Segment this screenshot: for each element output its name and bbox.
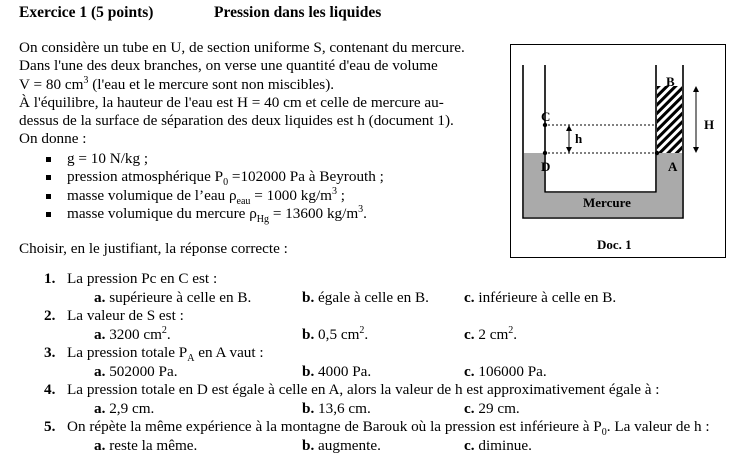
- intro-line-6: On donne :: [19, 130, 87, 148]
- label-a: A: [668, 159, 678, 174]
- option-3c[interactable]: c. 106000 Pa.: [464, 362, 547, 380]
- instruction-text: Choisir, en le justifiant, la réponse correcte :: [19, 240, 288, 257]
- option-2c[interactable]: c. 2 $cm^2$.: [464, 324, 518, 343]
- option-2a[interactable]: a. 3200 $cm^2$.: [94, 324, 171, 343]
- option-3b[interactable]: b. 4000 Pa.: [302, 362, 372, 380]
- intro-line-2: Dans l'une des deux branches, on verse une quantité d'eau de volume: [19, 57, 438, 75]
- exercise-title: Exercice 1 (5 points): [19, 4, 154, 21]
- option-5c[interactable]: c. diminue.: [464, 436, 532, 454]
- question-3-options: [44, 363, 744, 382]
- mercury-label: Mercure: [583, 195, 631, 210]
- question-1: 1. La pression Pc en C est :: [44, 270, 218, 287]
- label-H-big: H: [704, 117, 715, 132]
- question-4-options: [44, 400, 744, 419]
- question-5: 5. On répète la même expérience à la montagne de Barouk où la pression est inférieure à $P_0$. La valeur de h :: [44, 418, 710, 439]
- option-5b[interactable]: b. augmente.: [302, 436, 381, 454]
- intro-line-4: À l'équilibre, la hauteur de l'eau est H = 40 cm et celle de mercure au-: [19, 93, 444, 111]
- label-b: B: [666, 74, 675, 89]
- label-h-small: h: [575, 131, 583, 146]
- intro-paragraph: [19, 39, 499, 149]
- intro-line-3: V = 80 $cm^3$ (l'eau et le mercure sont non miscibles).: [19, 74, 335, 93]
- question-2-options: [44, 326, 744, 345]
- option-4c[interactable]: c. 29 cm.: [464, 399, 520, 417]
- label-c: C: [541, 109, 551, 124]
- option-1c[interactable]: c. inférieure à celle en B.: [464, 288, 617, 306]
- question-2: 2. La valeur de S est :: [44, 307, 184, 324]
- water-column: [657, 86, 682, 153]
- question-1-options: [44, 289, 744, 308]
- point-d: [543, 151, 547, 155]
- intro-line-1: On considère un tube en U, de section uniforme S, contenant du mercure.: [19, 39, 465, 56]
- option-5a[interactable]: a. reste la même.: [94, 436, 198, 454]
- document-1-figure: [510, 44, 726, 258]
- questions-list: [44, 270, 744, 455]
- bullet-rho-eau: masse volumique de l’eau $\rho_{eau} = 1000$ $kg/m^3$ ;: [46, 187, 384, 205]
- question-3: 3. La pression totale $P_A$ en A vaut :: [44, 344, 264, 365]
- option-1b[interactable]: b. égale à celle en B.: [302, 288, 429, 306]
- document-caption: Doc. 1: [597, 237, 632, 252]
- point-a: [655, 151, 659, 155]
- option-4a[interactable]: a. 2,9 cm.: [94, 399, 155, 417]
- bullet-g: g = 10 N/kg ;: [46, 150, 384, 168]
- given-data-list: [46, 150, 384, 223]
- bullet-patm: pression atmosphérique $P_0 =102000$ Pa à Beyrouth ;: [46, 168, 384, 186]
- question-5-options: [44, 437, 744, 456]
- label-d: D: [541, 159, 551, 174]
- option-1a[interactable]: a. supérieure à celle en B.: [94, 288, 252, 306]
- option-3a[interactable]: a. 502000 Pa.: [94, 362, 178, 380]
- bullet-rho-hg: masse volumique du mercure $\rho_{Hg} = 13600$ $kg/m^3$.: [46, 205, 384, 223]
- question-4: 4. La pression totale en D est égale à celle en A, alors la valeur de h est approximativement égale à :: [44, 381, 660, 398]
- option-4b[interactable]: b. 13,6 cm.: [302, 399, 371, 417]
- exercise-subject: Pression dans les liquides: [214, 4, 382, 21]
- intro-line-5: dessus de la surface de séparation des deux liquides est h (document 1).: [19, 112, 454, 130]
- tube-inner-wall: [545, 65, 656, 192]
- u-tube-diagram: [511, 45, 727, 259]
- option-2b[interactable]: b. 0,5 $cm^2$.: [302, 324, 369, 343]
